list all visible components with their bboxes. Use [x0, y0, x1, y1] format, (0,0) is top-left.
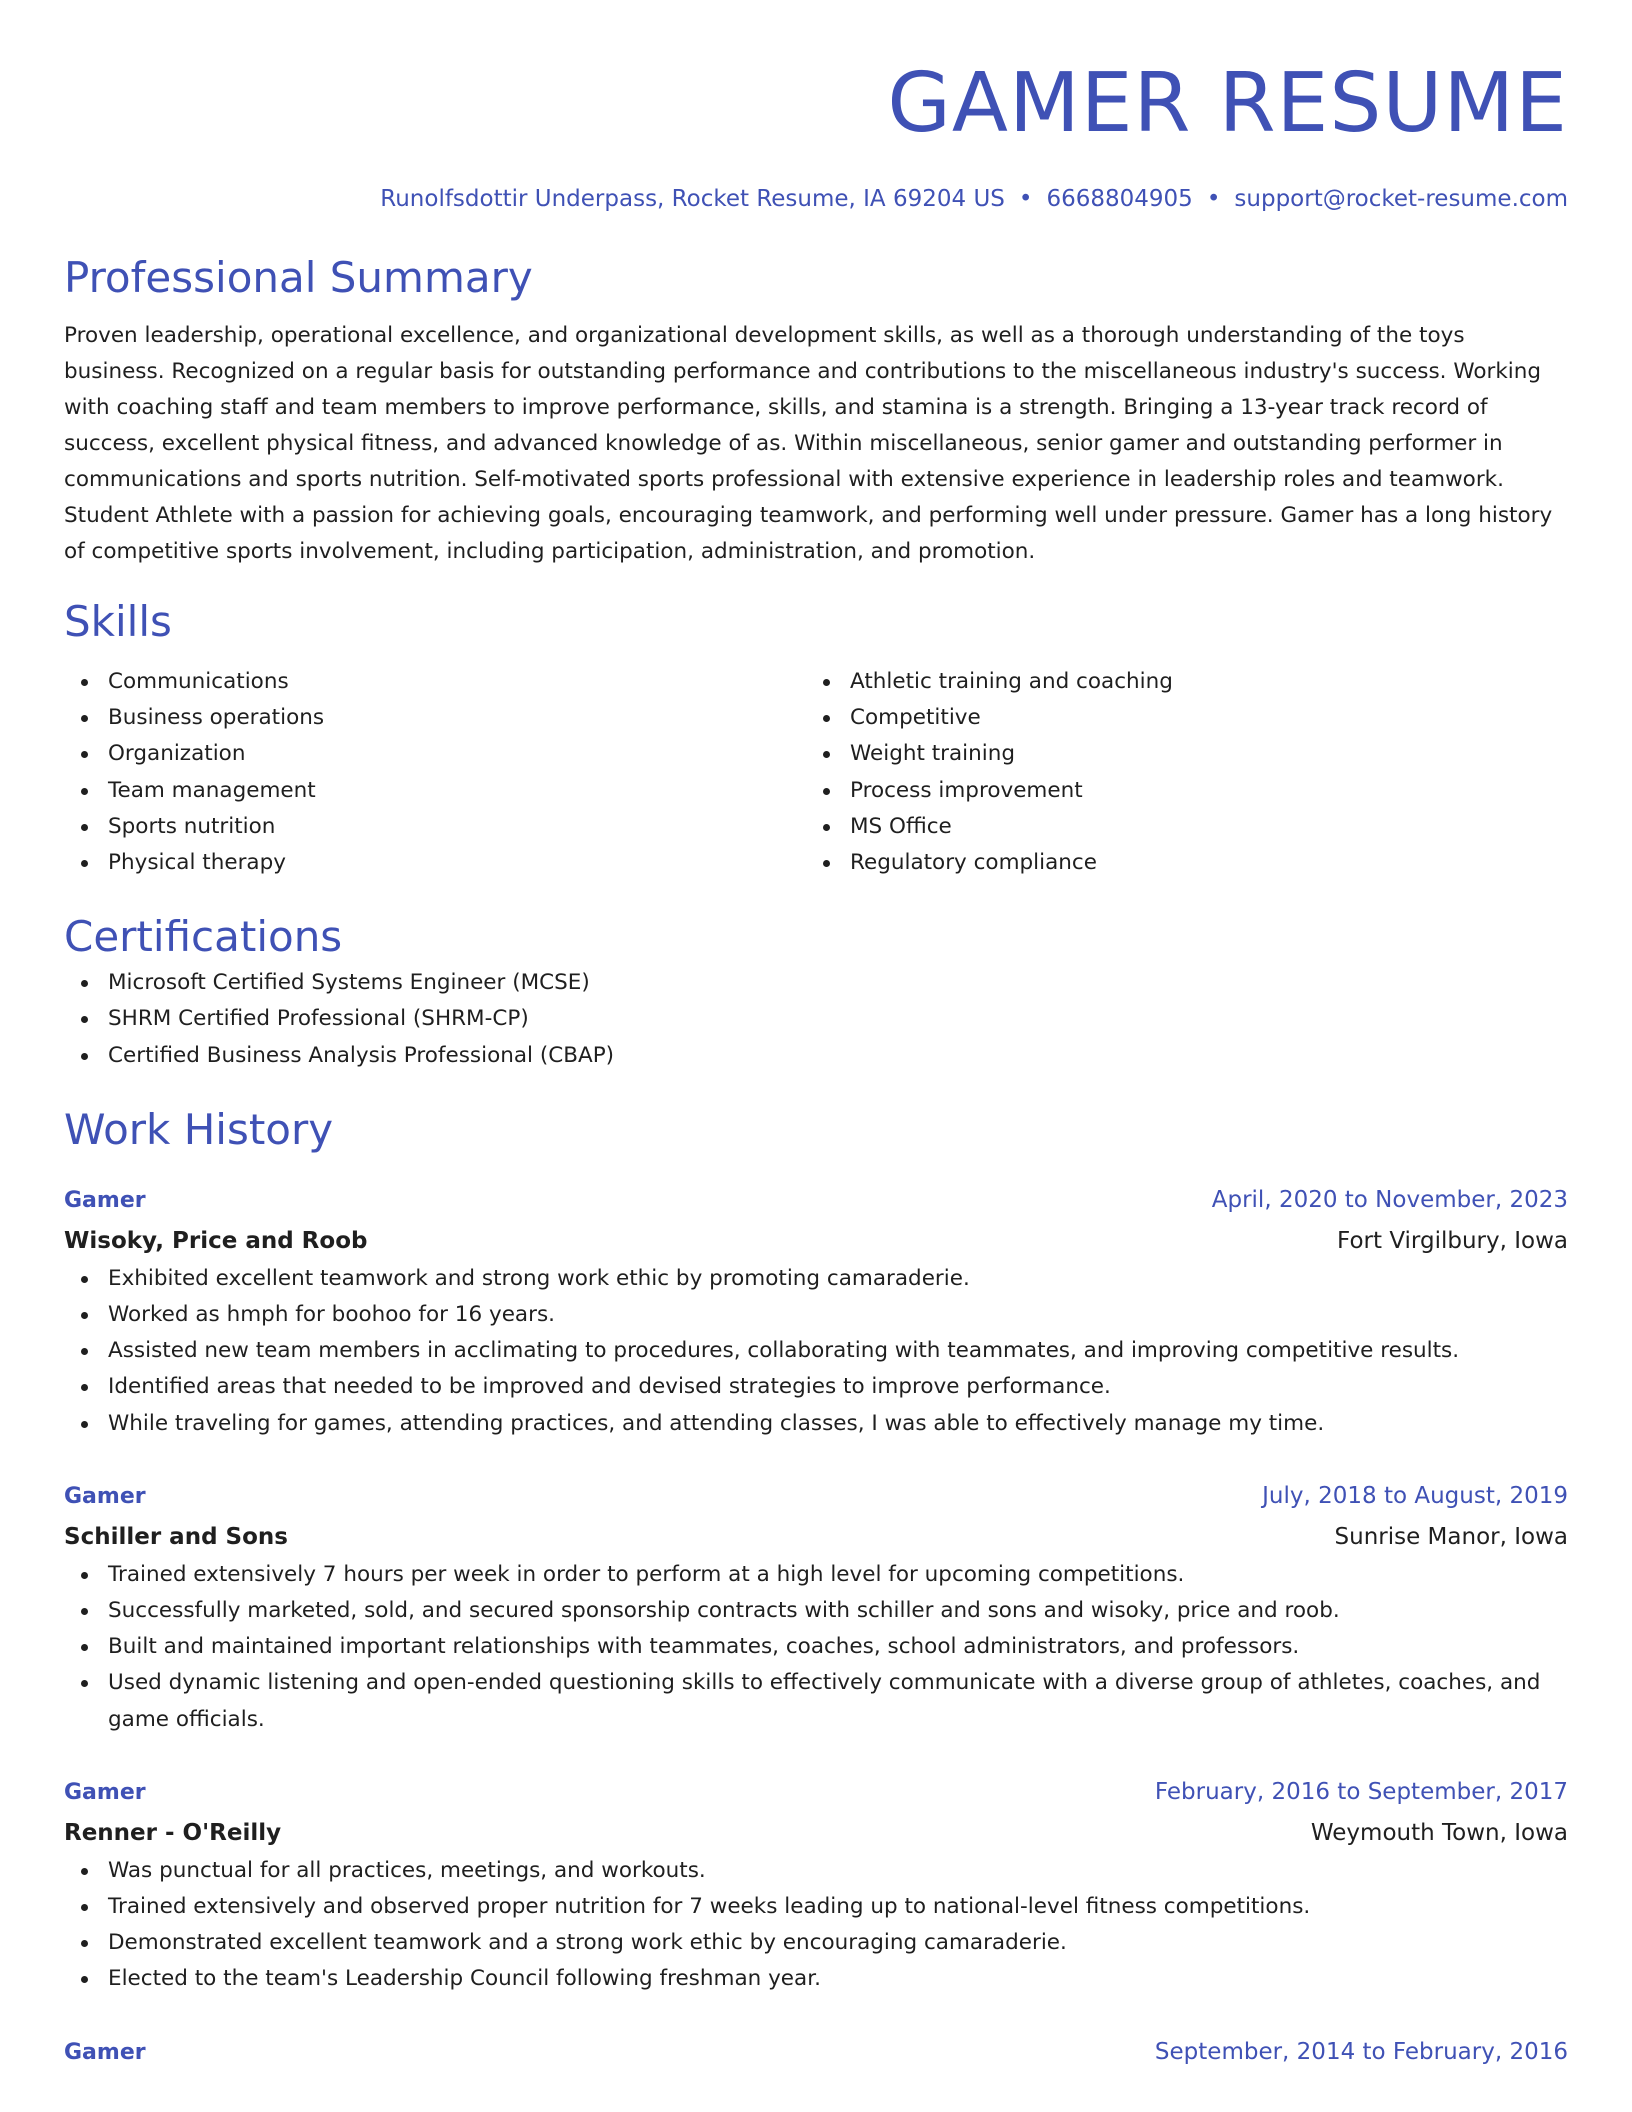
job-dates: April, 2020 to November, 2023 — [1211, 1186, 1568, 1213]
contact-line — [64, 182, 1568, 216]
skill-item: Athletic training and coaching — [806, 664, 1548, 700]
job-location: Sunrise Manor, Iowa — [1334, 1523, 1568, 1550]
job-bullet: Worked as hmph for boohoo for 16 years. — [64, 1297, 1568, 1333]
certification-item: SHRM Certified Professional (SHRM-CP) — [64, 1001, 1568, 1037]
job-header-row — [64, 2032, 1568, 2073]
job-bullets — [64, 1853, 1568, 1998]
job-location: Weymouth Town, Iowa — [1310, 1819, 1568, 1846]
job-entry — [64, 1772, 1568, 1998]
skill-item: Process improvement — [806, 773, 1548, 809]
job-role: Gamer — [64, 1187, 146, 1213]
job-entry — [64, 2032, 1568, 2073]
job-bullet: Built and maintained important relationships with teammates, coaches, school administrators, and professors. — [64, 1629, 1568, 1665]
job-role: Gamer — [64, 2039, 146, 2065]
job-dates: September, 2014 to February, 2016 — [1154, 2038, 1568, 2065]
job-company: Wisoky, Price and Roob — [64, 1227, 368, 1254]
resume-page — [64, 0, 1568, 2073]
contact-phone[interactable]: 6668804905 — [1046, 186, 1193, 212]
job-bullet: Was punctual for all practices, meetings, and workouts. — [64, 1853, 1568, 1889]
job-header-row — [64, 1772, 1568, 1813]
job-company: Renner - O'Reilly — [64, 1819, 282, 1846]
certifications-list — [64, 965, 1568, 1074]
summary-text: Proven leadership, operational excellence, and organizational development skills, as well as a thorough understanding of the toys business. Recognized on a regular basis for outstanding performance and contributions to the miscellaneous industry's success. Working with coaching staff and team members to improve performance, skills, and stamina is a strength. Bringing a 13-year track record of success, excellent physical fitness, and advanced knowledge of as. Within miscellaneous, senior gamer and outstanding performer in communications and sports nutrition. Self-motivated sports professional with extensive experience in leadership roles and teamwork. Student Athlete with a passion for achieving goals, encouraging teamwork, and performing well under pressure. Gamer has a long history of competitive sports involvement, including participation, administration, and promotion. — [64, 323, 1553, 564]
skills-column-right — [806, 664, 1548, 881]
job-bullets — [64, 1261, 1568, 1442]
contact-separator: • — [1018, 186, 1033, 212]
skill-item: Physical therapy — [64, 845, 806, 881]
job-bullet: Assisted new team members in acclimating to procedures, collaborating with teammates, and improving competitive results. — [64, 1333, 1568, 1369]
job-bullet: Trained extensively 7 hours per week in order to perform at a high level for upcoming competitions. — [64, 1557, 1568, 1593]
summary-heading: Professional Summary — [64, 253, 533, 302]
job-bullet: Trained extensively and observed proper nutrition for 7 weeks leading up to national-level fitness competitions. — [64, 1889, 1568, 1925]
job-entry — [64, 1476, 1568, 1738]
job-bullet: Elected to the team's Leadership Council following freshman year. — [64, 1961, 1568, 1997]
job-company: Schiller and Sons — [64, 1523, 288, 1550]
job-dates: July, 2018 to August, 2019 — [1262, 1482, 1568, 1509]
skills-heading: Skills — [64, 597, 172, 646]
skill-item: Communications — [64, 664, 806, 700]
work-history-heading: Work History — [64, 1104, 334, 1154]
skill-item: Team management — [64, 773, 806, 809]
job-header-row — [64, 1476, 1568, 1517]
job-bullet: While traveling for games, attending practices, and attending classes, I was able to effectively manage my time. — [64, 1406, 1568, 1442]
job-bullet: Identified areas that needed to be improved and devised strategies to improve performance. — [64, 1369, 1568, 1405]
skill-item: Sports nutrition — [64, 809, 806, 845]
job-bullet: Demonstrated excellent teamwork and a strong work ethic by encouraging camaraderie. — [64, 1925, 1568, 1961]
contact-separator: • — [1206, 186, 1221, 212]
job-bullet: Used dynamic listening and open-ended questioning skills to effectively communicate with a diverse group of athletes, coaches, and game officials. — [64, 1665, 1568, 1737]
skill-item: MS Office — [806, 809, 1548, 845]
skills-list-left — [64, 664, 806, 881]
skill-item: Weight training — [806, 736, 1548, 772]
job-header-row — [64, 1180, 1568, 1221]
contact-email[interactable]: support@rocket-resume.com — [1234, 186, 1568, 212]
job-entry — [64, 1180, 1568, 1442]
job-bullets — [64, 1557, 1568, 1738]
job-dates: February, 2016 to September, 2017 — [1154, 1778, 1568, 1805]
certification-item: Certified Business Analysis Professional (CBAP) — [64, 1038, 1568, 1074]
skills-grid — [64, 664, 1568, 881]
job-bullet: Exhibited excellent teamwork and strong work ethic by promoting camaraderie. — [64, 1261, 1568, 1297]
contact-address: Runolfsdottir Underpass, Rocket Resume, IA 69204 US — [380, 186, 1005, 212]
job-company-row — [64, 1517, 1568, 1557]
resume-title: GAMER RESUME — [887, 56, 1568, 151]
skill-item: Organization — [64, 736, 806, 772]
skill-item: Competitive — [806, 700, 1548, 736]
certification-item: Microsoft Certified Systems Engineer (MCSE) — [64, 965, 1568, 1001]
job-company-row — [64, 1221, 1568, 1261]
skill-item: Regulatory compliance — [806, 845, 1548, 881]
skills-column-left — [64, 664, 806, 881]
job-bullet: Successfully marketed, sold, and secured sponsorship contracts with schiller and sons and wisoky, price and roob. — [64, 1593, 1568, 1629]
job-role: Gamer — [64, 1779, 146, 1805]
skill-item: Business operations — [64, 700, 806, 736]
job-location: Fort Virgilbury, Iowa — [1337, 1227, 1568, 1254]
certifications-heading: Certifications — [64, 912, 343, 962]
job-company-row — [64, 1813, 1568, 1853]
skills-list-right — [806, 664, 1548, 881]
job-role: Gamer — [64, 1483, 146, 1509]
